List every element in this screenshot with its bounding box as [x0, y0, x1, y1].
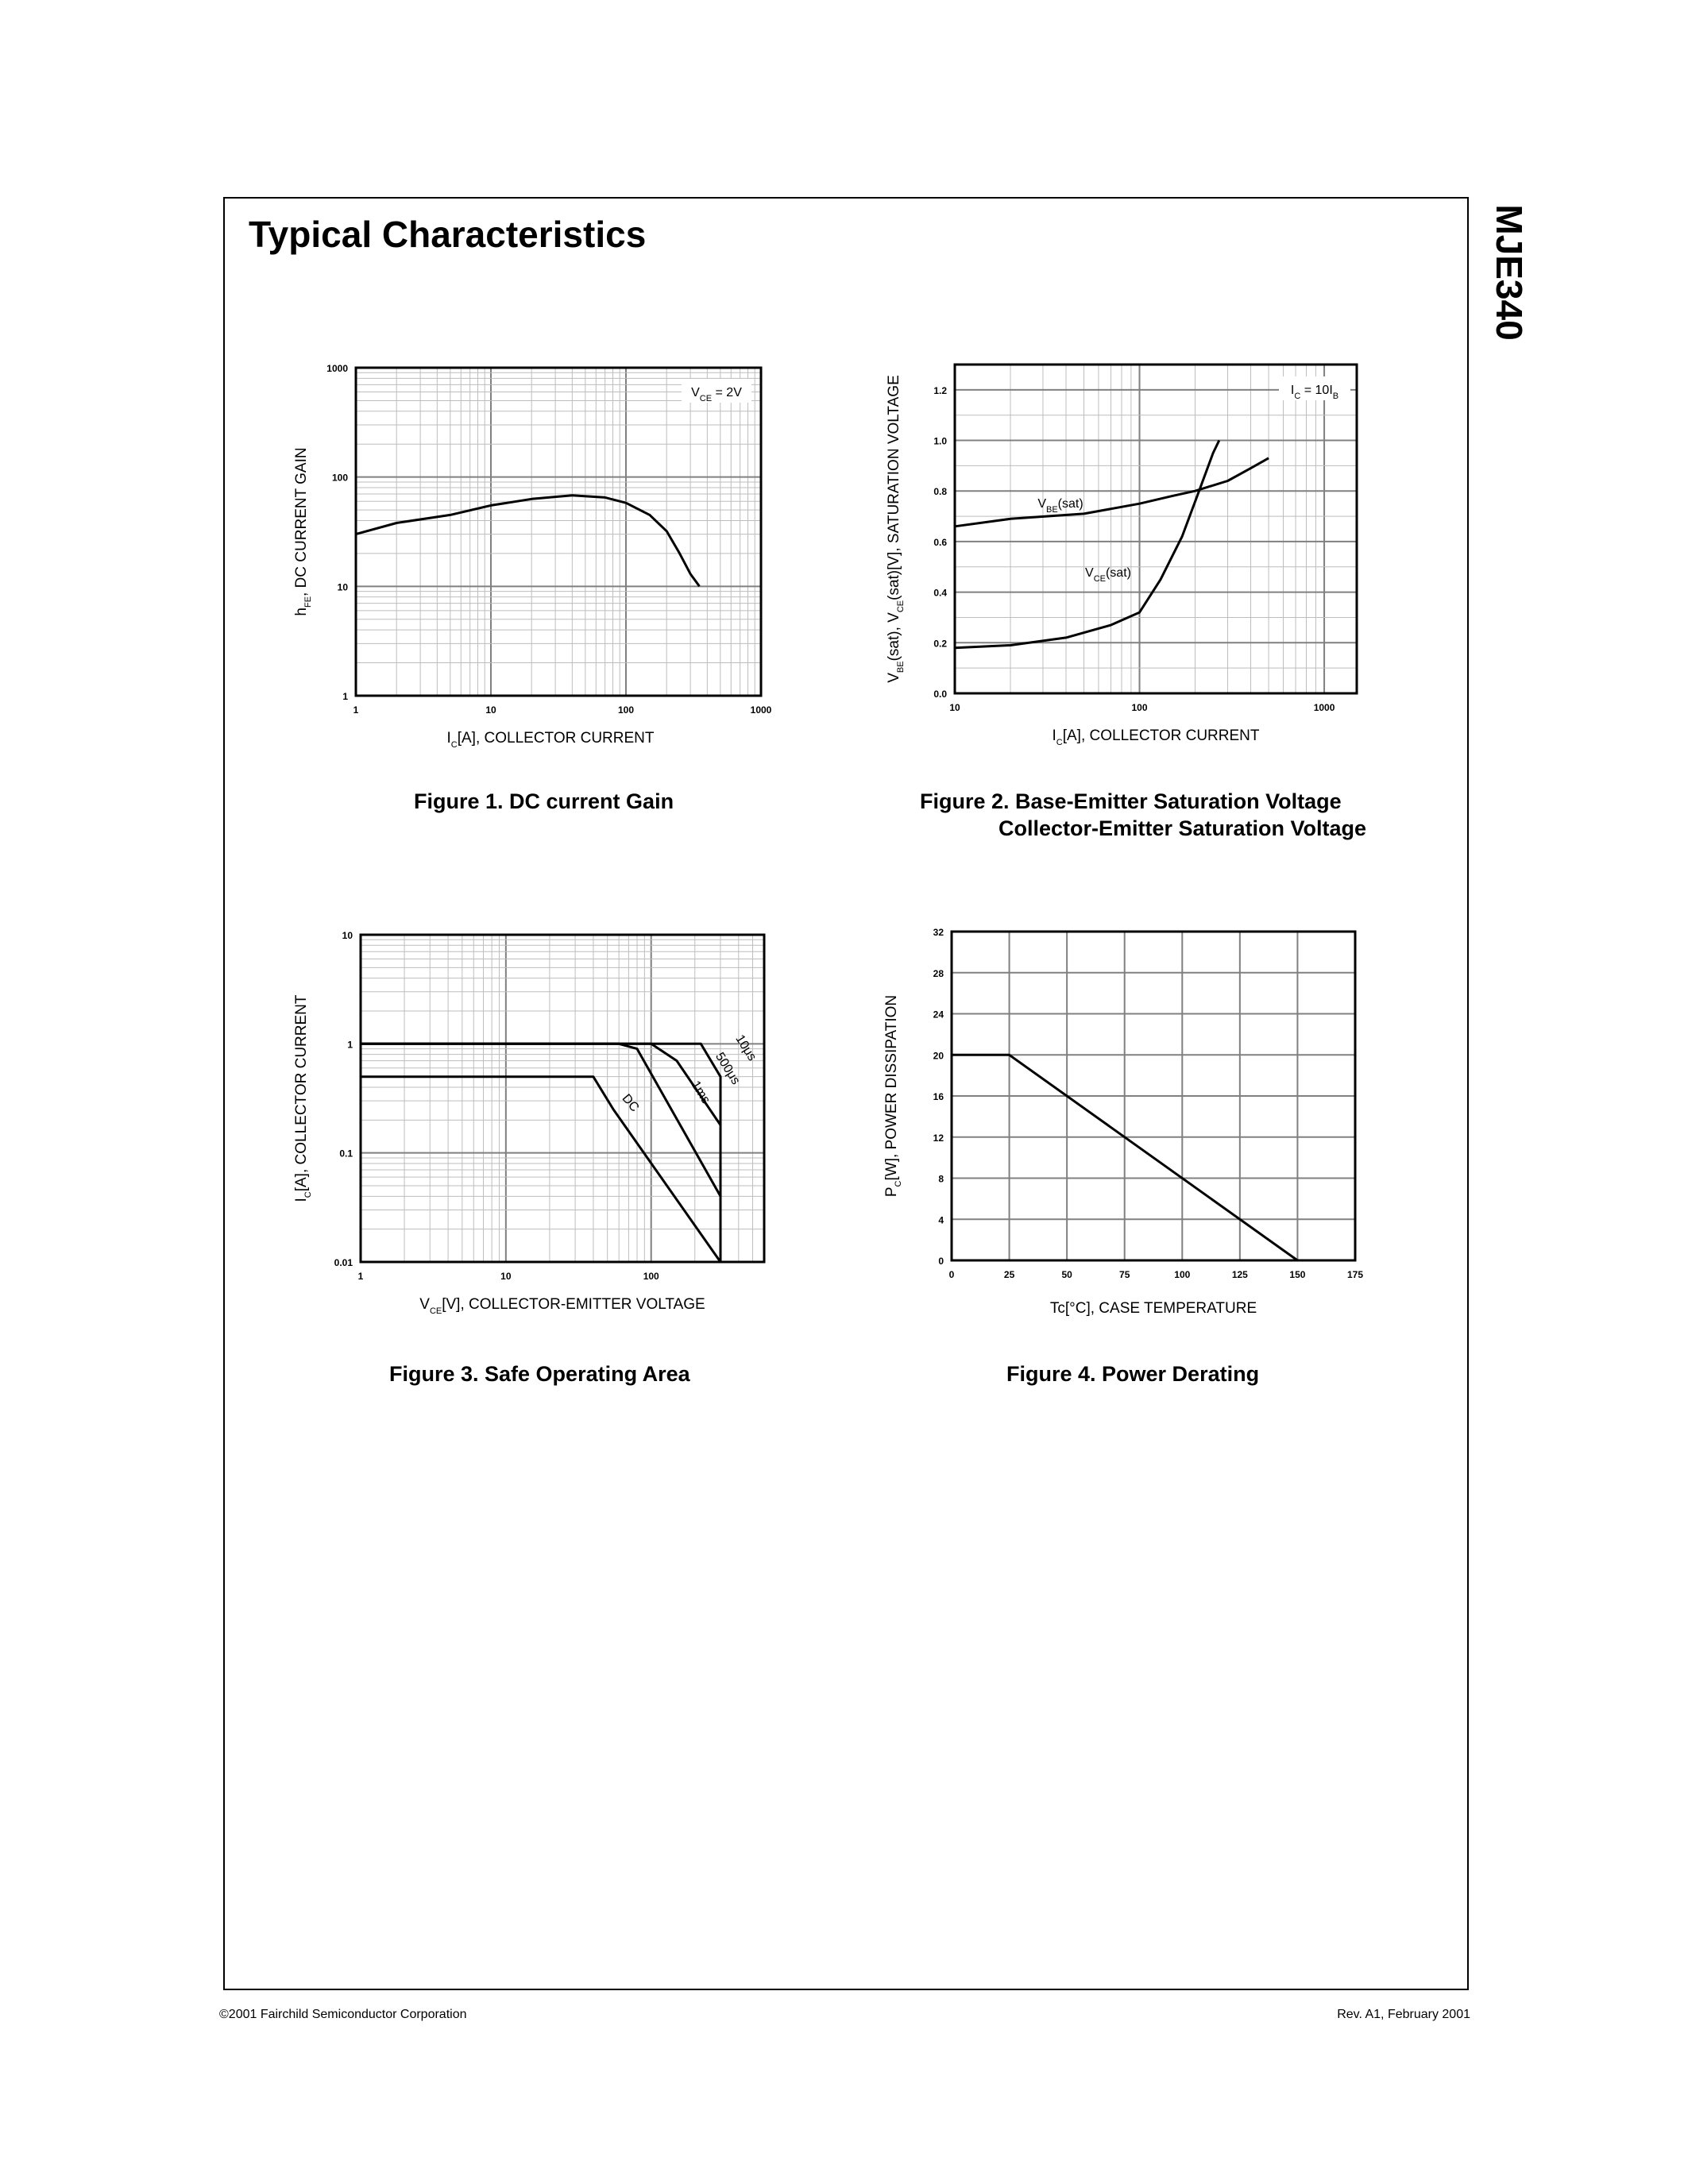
- x-tick-label: 100: [1131, 702, 1148, 713]
- y-tick-label: 0.6: [933, 536, 947, 548]
- fig4-chart: [883, 927, 1363, 1317]
- fig1-plot-border: [356, 368, 761, 696]
- copyright-notice: ©2001 Fairchild Semiconductor Corporation: [219, 2008, 467, 2021]
- y-axis-label: $I_C[A]$, COLLECTOR CURRENT: [293, 994, 313, 1202]
- y-tick-label: 20: [933, 1050, 944, 1062]
- y-tick-label: 0.1: [339, 1148, 353, 1160]
- fig4-grid: [952, 932, 1355, 1260]
- annotation-ic: $I_C = 10I_B$: [1290, 384, 1339, 401]
- y-tick-label: 1: [347, 1039, 353, 1051]
- fig1-grid: [356, 368, 761, 696]
- x-tick-label: 125: [1231, 1269, 1248, 1280]
- x-tick-label: 1000: [750, 704, 772, 716]
- y-tick-label: 10: [342, 930, 353, 941]
- y-tick-label: 0.8: [933, 486, 947, 498]
- series-label-dc: DC: [619, 1091, 642, 1115]
- y-tick-label: 28: [933, 967, 944, 979]
- y-tick-label: 4: [938, 1214, 944, 1226]
- y-axis-label: $P_C[W]$, POWER DISSIPATION: [883, 994, 903, 1198]
- x-tick-label: 50: [1061, 1269, 1072, 1280]
- y-tick-label: 24: [933, 1009, 944, 1021]
- annotation-vce: $V_{CE} = 2V$: [691, 386, 742, 403]
- x-tick-label: 25: [1003, 1269, 1015, 1280]
- x-axis-label: $I_C[A]$, COLLECTOR CURRENT: [1052, 727, 1260, 747]
- fig2-chart: [886, 365, 1357, 747]
- y-tick-label: 0.2: [933, 638, 947, 650]
- series-label-10s: 10μs: [732, 1032, 759, 1063]
- y-axis-label: $V_{BE}(sat)$, $V_{CE}(sat)[V]$, SATURATION VOLTAGE: [886, 375, 906, 683]
- figure3-caption: Figure 3. Safe Operating Area: [389, 1362, 690, 1386]
- y-tick-label: 16: [933, 1091, 944, 1102]
- x-tick-label: 100: [617, 704, 635, 716]
- x-tick-label: 1000: [1313, 702, 1335, 713]
- y-tick-label: 1000: [326, 363, 348, 374]
- y-axis-label: $h_{FE}$, DC CURRENT GAIN: [293, 447, 313, 616]
- x-axis-label: Tc[°C], CASE TEMPERATURE: [1049, 1300, 1257, 1317]
- x-axis-label: $I_C[A]$, COLLECTOR CURRENT: [446, 730, 655, 750]
- x-axis-label: $V_{CE}[V]$, COLLECTOR-EMITTER VOLTAGE: [419, 1296, 705, 1316]
- series-label-vce: $V_{CE}(sat)$: [1085, 566, 1131, 584]
- y-tick-label: 100: [331, 472, 348, 484]
- y-tick-label: 0.01: [334, 1257, 353, 1268]
- x-tick-label: 100: [1174, 1269, 1191, 1280]
- y-tick-label: 0.0: [933, 689, 947, 700]
- y-tick-label: 1: [342, 691, 348, 702]
- fig3-chart: [293, 930, 764, 1316]
- y-tick-label: 1.0: [933, 435, 947, 447]
- page-title: Typical Characteristics: [249, 214, 647, 255]
- figure4-caption: Figure 4. Power Derating: [1006, 1362, 1260, 1386]
- x-tick-label: 175: [1346, 1269, 1364, 1280]
- fig2-series-vcesat-line: [955, 441, 1219, 648]
- y-tick-label: 12: [933, 1132, 944, 1144]
- part-number: MJE340: [1489, 204, 1530, 341]
- x-tick-label: 150: [1289, 1269, 1306, 1280]
- y-tick-label: 32: [933, 927, 944, 938]
- x-tick-label: 1: [357, 1271, 364, 1282]
- series-label-1ms: 1ms: [688, 1078, 713, 1106]
- fig1-series-0-line: [356, 496, 700, 587]
- x-tick-label: 10: [500, 1271, 512, 1282]
- revision-info: Rev. A1, February 2001: [1337, 2008, 1470, 2021]
- figure2-caption-line2: Collector-Emitter Saturation Voltage: [999, 816, 1367, 840]
- series-label-500s: 500μs: [712, 1050, 743, 1087]
- figure2-caption-line1: Figure 2. Base-Emitter Saturation Voltage: [920, 789, 1342, 813]
- x-tick-label: 100: [643, 1271, 659, 1282]
- y-tick-label: 0.4: [933, 587, 947, 599]
- series-label-vbe: $V_{BE}(sat)$: [1037, 497, 1083, 515]
- x-tick-label: 10: [485, 704, 496, 716]
- figure1-caption: Figure 1. DC current Gain: [414, 789, 674, 813]
- x-tick-label: 75: [1119, 1269, 1130, 1280]
- y-tick-label: 0: [938, 1256, 944, 1267]
- y-tick-label: 10: [337, 581, 348, 593]
- fig1-chart: [293, 363, 772, 750]
- x-tick-label: 10: [949, 702, 960, 713]
- fig3-series-dc-line: [361, 1077, 720, 1262]
- x-tick-label: 1: [353, 704, 359, 716]
- x-tick-label: 0: [948, 1269, 955, 1280]
- y-tick-label: 8: [938, 1173, 944, 1185]
- y-tick-label: 1.2: [933, 384, 947, 396]
